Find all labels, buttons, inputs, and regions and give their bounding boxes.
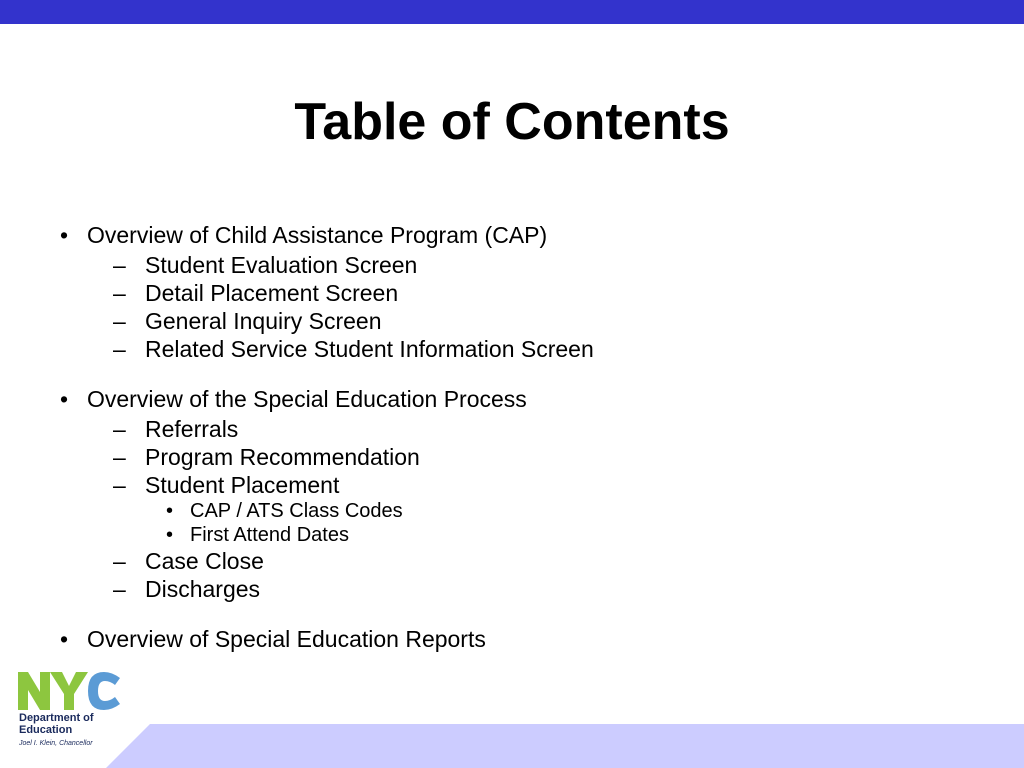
toc-section-label: Overview of Child Assistance Program (CAP) [87, 222, 548, 248]
table-of-contents-list [58, 220, 958, 655]
toc-subitem-class-codes [58, 499, 958, 523]
toc-item-related-service-screen [58, 335, 958, 363]
toc-item-label: Student Evaluation Screen [145, 252, 418, 278]
toc-subitem-label: First Attend Dates [190, 524, 349, 546]
bullet-marker: • [60, 386, 69, 412]
section-spacer [58, 363, 958, 384]
nyc-doe-logo [18, 672, 128, 752]
dash-marker: – [113, 576, 126, 602]
logo-department-line2: Education [19, 724, 73, 736]
slide-title: Table of Contents [294, 93, 730, 151]
top-accent-bar [0, 0, 1024, 24]
toc-item-case-close [58, 547, 958, 575]
toc-item-student-placement [58, 471, 958, 499]
toc-item-referrals [58, 415, 958, 443]
toc-item-student-evaluation-screen [58, 251, 958, 279]
toc-item-label: Student Placement [145, 472, 340, 498]
logo-letter-c-shape [88, 672, 120, 710]
toc-section-label: Overview of Special Education Reports [87, 626, 486, 652]
logo-chancellor-text: Joel I. Klein, Chancellor [19, 740, 93, 747]
toc-item-label: General Inquiry Screen [145, 308, 382, 334]
dash-marker: – [113, 336, 126, 362]
toc-item-label: Referrals [145, 416, 239, 442]
bullet-marker: • [60, 626, 69, 652]
toc-item-general-inquiry-screen [58, 307, 958, 335]
logo-department-line1: Department of [19, 712, 94, 724]
toc-item-label: Program Recommendation [145, 444, 420, 470]
toc-item-label: Discharges [145, 576, 261, 602]
toc-section-label: Overview of the Special Education Process [87, 386, 527, 412]
logo-letter-y-shape [50, 672, 88, 710]
section-spacer [58, 603, 958, 624]
dash-marker: – [113, 416, 126, 442]
nyc-letters-mark [18, 672, 120, 710]
bullet-marker: • [166, 500, 174, 522]
toc-item-detail-placement-screen [58, 279, 958, 307]
bullet-marker: • [166, 524, 174, 546]
toc-section-special-education-reports [58, 624, 958, 655]
toc-section-cap-overview [58, 220, 958, 251]
toc-item-label: Detail Placement Screen [145, 280, 399, 306]
toc-item-label: Related Service Student Information Screen [145, 336, 594, 362]
bottom-accent-band [0, 724, 1024, 768]
dash-marker: – [113, 444, 126, 470]
dash-marker: – [113, 472, 126, 498]
toc-subitem-first-attend-dates [58, 523, 958, 547]
toc-item-program-recommendation [58, 443, 958, 471]
dash-marker: – [113, 280, 126, 306]
dash-marker: – [113, 548, 126, 574]
toc-item-discharges [58, 575, 958, 603]
logo-letter-n-shape [18, 672, 50, 710]
dash-marker: – [113, 308, 126, 334]
dash-marker: – [113, 252, 126, 278]
toc-item-label: Case Close [145, 548, 264, 574]
toc-subitem-label: CAP / ATS Class Codes [190, 500, 403, 522]
toc-section-special-education-process [58, 384, 958, 415]
logo-department-text [19, 712, 94, 736]
bottom-band-shape [106, 724, 1024, 768]
bullet-marker: • [60, 222, 69, 248]
